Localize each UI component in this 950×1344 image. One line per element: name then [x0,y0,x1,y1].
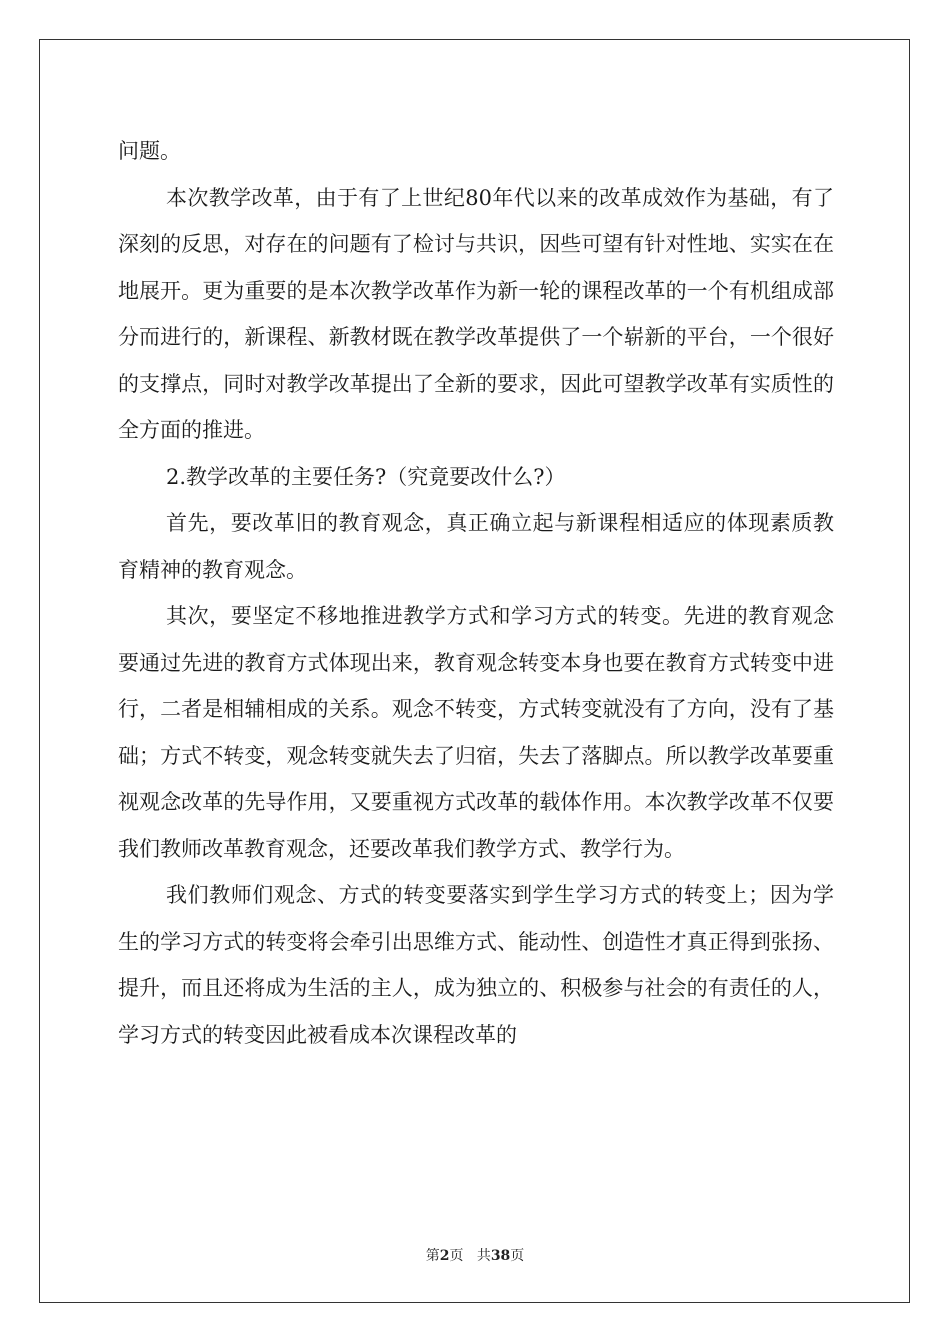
footer-page-number: 2 [439,1248,450,1264]
page-footer [0,1245,950,1265]
paragraph: 我们教师们观念、方式的转变要落实到学生学习方式的转变上；因为学生的学习方式的转变将会牵引出思维方式、能动性、创造性才真正得到张扬、提升，而且还将成为生活的主人，成为独立的、积极参与社会的有责任的人，学习方式的转变因此被看成本次课程改革的 [118,883,834,1047]
paragraph: 本次教学改革，由于有了上世纪80年代以来的改革成效作为基础，有了深刻的反思，对存在的问题有了检讨与共识，因些可望有针对性地、实实在在地展开。更为重要的是本次教学改革作为新一轮的课程改革的一个有机组成部分而进行的，新课程、新教材既在教学改革提供了一个崭新的平台，一个很好的支撑点，同时对教学改革提出了全新的要求，因此可望教学改革有实质性的全方面的推进。 [118,185,834,442]
document-body [118,128,834,1058]
footer-page-prefix: 第 [425,1248,440,1264]
section-heading: 2.教学改革的主要任务?（究竟要改什么?） [166,464,566,489]
paragraph: 其次，要坚定不移地推进教学方式和学习方式的转变。先进的教育观念要通过先进的教育方式体现出来，教育观念转变本身也要在教育方式转变中进行，二者是相辅相成的关系。观念不转变，方式转变就没有了方向，没有了基础；方式不转变，观念转变就失去了归宿，失去了落脚点。所以教学改革要重视观念改革的先导作用，又要重视方式改革的载体作用。本次教学改革不仅要我们教师改革教育观念，还要改革我们教学方式、教学行为。 [118,604,834,861]
footer-page-suffix: 页 [449,1248,464,1264]
footer-total-prefix: 共 [476,1248,491,1264]
paragraph: 问题。 [118,139,181,163]
footer-total-suffix: 页 [510,1248,525,1264]
paragraph: 首先，要改革旧的教育观念，真正确立起与新课程相适应的体现素质教育精神的教育观念。 [118,511,834,582]
footer-total-pages: 38 [490,1248,511,1264]
